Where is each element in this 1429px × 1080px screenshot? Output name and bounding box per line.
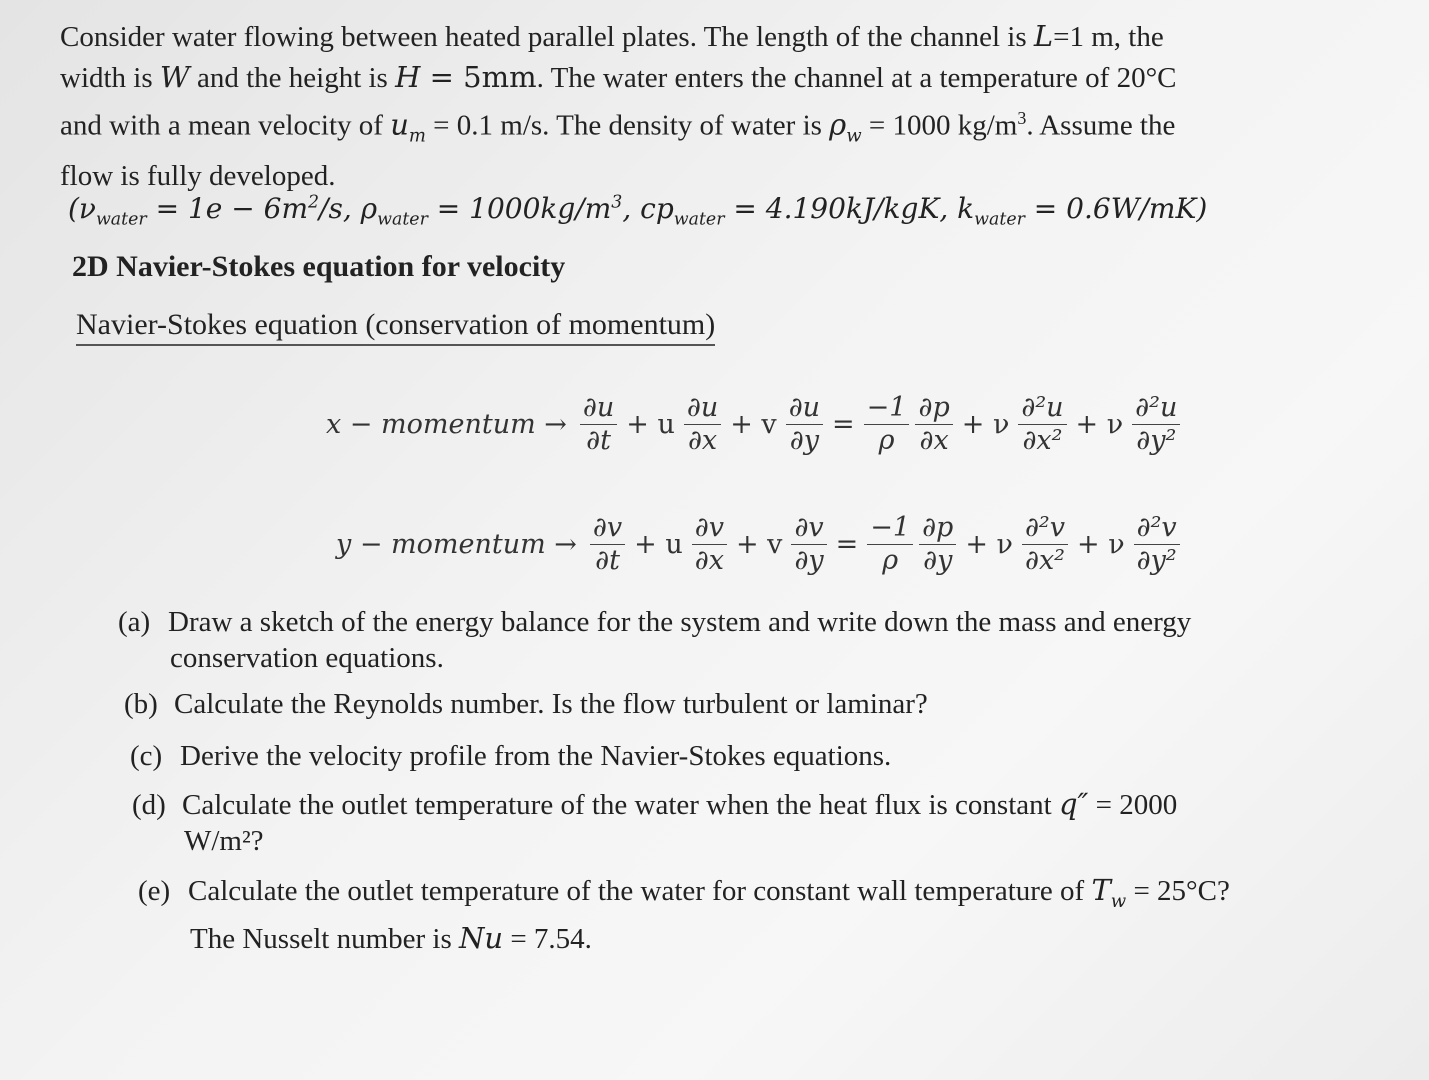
subsection-heading: Navier-Stokes equation (conservation of momentum): [76, 308, 715, 346]
intro-line-2: width is W and the height is H = 5mm. The water enters the channel at a temperature of 20°C: [60, 60, 1177, 94]
question-b: (b) Calculate the Reynolds number. Is the flow turbulent or laminar?: [124, 688, 928, 720]
y-momentum-equation: y − momentum → $\frac{\partial v}{\partial t}$ + u $\frac{\partial v}{\partial x}$ + v $\frac{\partial v}{\partial y}$ = $\frac{-1}{\rho}$ $\frac{\partial p}{\partial y}$ + ν $\frac{\text{∂²v}}{\text{∂x²}}$ + ν $\frac{\text{∂²v}}{\text{∂y²}}$: [336, 512, 1183, 577]
intro-line-4: flow is fully developed.: [60, 160, 336, 193]
x-momentum-equation: x − momentum → $\frac{\partial u}{\partial t}$ + u $\frac{\partial u}{\partial x}$ + v $\frac{\partial u}{\partial y}$ = $\frac{-1}{\rho}$ $\frac{\partial p}{\partial x}$ + ν $\frac{\text{∂²u}}{\text{∂x²}}$ + ν $\frac{\text{∂²u}}{\text{∂y²}}$: [326, 392, 1183, 457]
intro-line-1: Consider water flowing between heated parallel plates. The length of the channel is L=1 m, the: [60, 19, 1164, 53]
question-a: (a) Draw a sketch of the energy balance for the system and write down the mass and energy conservation equations.: [118, 606, 1192, 674]
intro-line-3: and with a mean velocity of $u_m = 0.1$ m/s. The density of water is $\rho_w = 1000$ $kg/m^3$. Assume the: [60, 107, 1176, 147]
question-c: (c) Derive the velocity profile from the Navier-Stokes equations.: [130, 740, 892, 772]
question-e: (e) Calculate the outlet temperature of the water for constant wall temperature of $T_w = 25^\circ C$? The Nusselt number is Nu = 7.54.: [138, 873, 1230, 955]
question-d: (d) Calculate the outlet temperature of the water when the heat flux is constant q″ = 2000 W/m²?: [132, 787, 1178, 857]
problem-statement: [60, 16, 1400, 196]
water-properties: ($\nu_{water} = 1e - 6m^2/s$, $\rho_{water} = 1000kg/m^3$, $cp_{water} = 4.190kJ/kgK$, $k_{water} = 0.6W/mK$): [68, 192, 1208, 230]
section-heading: 2D Navier-Stokes equation for velocity: [72, 250, 566, 283]
